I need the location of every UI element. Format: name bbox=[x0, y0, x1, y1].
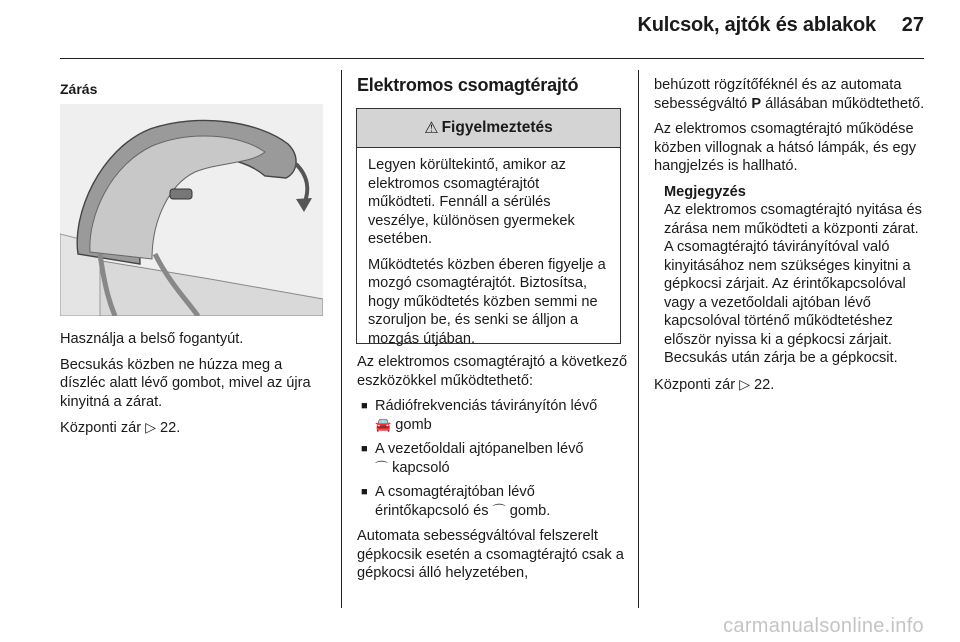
tailgate-drawing bbox=[60, 104, 323, 316]
operation-intro: Az elektromos csomagtérajtó a következő eszközökkel működtethető: bbox=[357, 354, 628, 389]
list-item bbox=[357, 483, 629, 520]
bullet-square-icon: ■ bbox=[361, 443, 368, 455]
arrow-right-icon: ▷ bbox=[739, 375, 750, 392]
header-divider bbox=[60, 58, 924, 59]
gear-position-label: P bbox=[751, 95, 762, 112]
warning-title: Figyelmeztetés bbox=[441, 119, 553, 136]
tailgate-switch-icon: ⌒ bbox=[375, 459, 389, 475]
ref-text: Központi zár bbox=[654, 376, 736, 393]
warning-paragraph-1: Legyen körültekintő, amikor az elektromos csomagtérajtót működteti. Fennáll a sérülés veszélye, különösen gyermekek esetében. bbox=[368, 157, 575, 247]
section-heading-closing: Zárás bbox=[60, 81, 98, 97]
right-paragraph-2: Az elektromos csomagtérajtó működése közben villognak a hátsó lámpák, és egy hangjelzés is hallható. bbox=[654, 121, 917, 174]
left-paragraph-2: Becsukás közben ne húzza meg a díszléc alatt lévő gombot, mivel az újra kinyitná a zárat. bbox=[60, 356, 311, 410]
page-number: 27 bbox=[901, 14, 924, 36]
column-divider-left bbox=[341, 70, 342, 608]
list-item bbox=[357, 397, 629, 434]
note-body: Az elektromos csomagtérajtó nyitása és zárása nem működteti a központi zárat. A csomagtérajtó távirányítóval való kinyitásához nem szükséges kinyitni a gépkocsi zárjait. Az érintőkapcsolóval vagy a vezetőoldali ajtóban lévő kapcsolóval történő működtetéshez először nyissa ki a gépkocsi zárjait. Becsukás után zárja be a gépkocsit. bbox=[664, 202, 922, 366]
paragraph-text-end: állásában működtethető. bbox=[765, 95, 925, 112]
middle-column bbox=[357, 74, 625, 95]
list-item bbox=[357, 440, 629, 477]
warning-paragraph-2: Működtetés közben éberen figyelje a mozgó csomagtérajtót. Biztosítsa, hogy működtetés közben semmi ne szoruljon be, és senki se álljon a mozgás útjában. bbox=[368, 256, 606, 347]
arrow-right-icon: ▷ bbox=[145, 419, 156, 435]
middle-column-text bbox=[357, 353, 629, 590]
tailgate-illustration bbox=[60, 104, 323, 316]
automatic-transmission-note: Automata sebességváltóval felszerelt gépkocsik esetén a csomagtérajtó csak a gépkocsi álló helyzetében, bbox=[357, 528, 624, 581]
tailgate-switch-icon: ⌒ bbox=[492, 502, 506, 518]
left-paragraph-1: Használja a belső fogantyút. bbox=[60, 331, 244, 347]
ref-text: Központi zár bbox=[60, 420, 142, 436]
list-item-suffix: gomb bbox=[395, 416, 432, 433]
note-block bbox=[654, 183, 926, 368]
list-item-suffix: gomb. bbox=[509, 502, 551, 519]
operation-list bbox=[357, 397, 629, 520]
list-item-text: A csomagtérajtóban lévő érintőkapcsoló és bbox=[375, 484, 535, 519]
note-title: Megjegyzés bbox=[664, 183, 746, 200]
left-column-text bbox=[60, 330, 324, 445]
bullet-square-icon: ■ bbox=[361, 486, 368, 498]
warning-box bbox=[356, 108, 621, 347]
ref-page: 22. bbox=[160, 420, 181, 436]
warning-triangle-icon: ⚠ bbox=[424, 120, 439, 137]
page-header-title: Kulcsok, ajtók és ablakok bbox=[637, 14, 876, 36]
right-column bbox=[654, 76, 926, 401]
warning-body bbox=[357, 148, 620, 348]
paragraph-text: behúzott rögzítőféknél és az automata sebességváltó bbox=[654, 77, 902, 112]
list-item-text: Rádiófrekvenciás távirányítón lévő bbox=[375, 398, 598, 414]
ref-page: 22. bbox=[754, 376, 775, 393]
watermark: carmanualsonline.info bbox=[723, 615, 924, 637]
left-cross-reference bbox=[60, 418, 324, 438]
car-remote-icon: 🚘 bbox=[375, 416, 392, 432]
left-column bbox=[60, 74, 324, 99]
list-item-suffix: kapcsoló bbox=[392, 459, 450, 476]
column-divider-right bbox=[638, 70, 639, 608]
section-heading-power-tailgate: Elektromos csomagtérajtó bbox=[357, 75, 579, 95]
warning-header bbox=[357, 109, 620, 148]
bullet-square-icon: ■ bbox=[361, 400, 368, 412]
list-item-text: A vezetőoldali ajtópanelben lévő bbox=[375, 441, 584, 457]
right-paragraph-1 bbox=[654, 76, 926, 113]
right-cross-reference bbox=[654, 375, 926, 395]
